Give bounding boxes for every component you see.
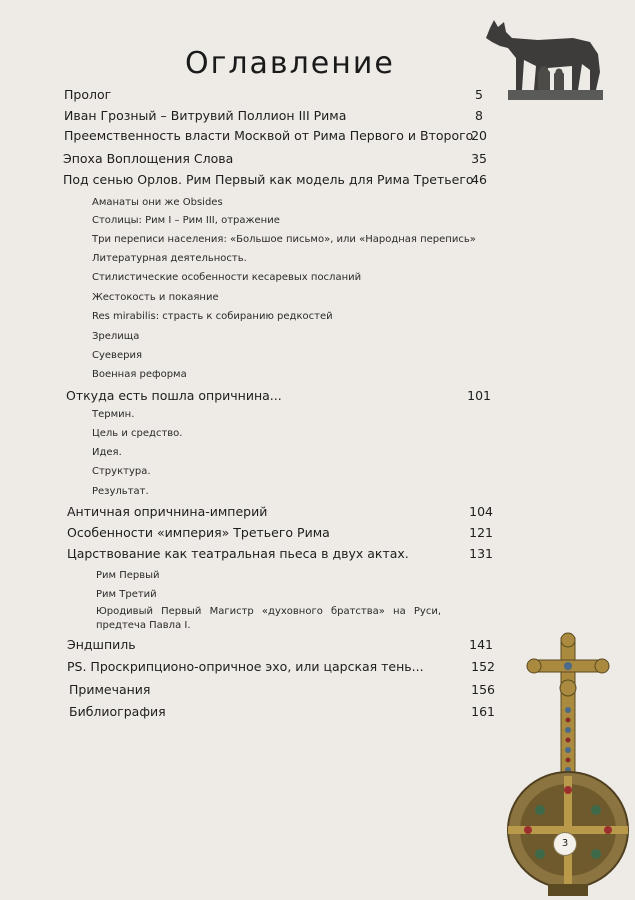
toc-entry-page: 156 (471, 682, 495, 697)
toc-entry-page: 8 (475, 108, 483, 123)
toc-entry-title: Античная опричнина-империй (67, 504, 268, 519)
toc-entry-title: Откуда есть пошла опричнина... (66, 388, 282, 403)
toc-entry-page: 101 (467, 388, 491, 403)
toc-subentry: Три переписи населения: «Большое письмо», или «Народная перепись» (92, 234, 476, 245)
toc-subentry: Военная реформа (92, 369, 187, 380)
toc-entry-title: Царствование как театральная пьеса в двух актах. (67, 546, 409, 561)
toc-entry-title: Под сенью Орлов. Рим Первый как модель для Рима Третьего (63, 172, 474, 187)
toc-entry-title: Библиография (69, 704, 166, 719)
toc-entry-title: Эпоха Воплощения Слова (63, 151, 234, 166)
toc-entry-page: 141 (469, 637, 493, 652)
toc-entry-title: Преемственность власти Москвой от Рима Первого и Второго (64, 128, 474, 143)
page-number: 3 (553, 832, 577, 856)
toc-subentry: Термин. (92, 409, 135, 420)
orb-cross-ornament-icon (500, 630, 635, 900)
toc-entry-page: 161 (471, 704, 495, 719)
toc-entry-title: Эндшпиль (67, 637, 136, 652)
toc-entry-page: 131 (469, 546, 493, 561)
toc-subentry: Стилистические особенности кесаревых посланий (92, 272, 362, 283)
toc-subentry: Литературная деятельность. (92, 253, 247, 264)
toc-entry-page: 46 (471, 172, 487, 187)
toc-entry-title: PS. Проскрипционо-опричное эхо, или царская тень... (67, 659, 424, 674)
toc-entry-page: 121 (469, 525, 493, 540)
toc-entry-title: Примечания (69, 682, 151, 697)
capitoline-wolf-icon (478, 14, 608, 102)
toc-subentry: Жестокость и покаяние (92, 292, 219, 303)
toc-entry-page: 35 (471, 151, 487, 166)
toc-subentry: Столицы: Рим I – Рим III, отражение (92, 215, 280, 226)
toc-subentry: Рим Третий (96, 589, 157, 600)
toc-subentry: Зрелища (92, 331, 140, 342)
toc-subentry: Res mirabilis: страсть к собиранию редкостей (92, 311, 333, 322)
toc-subentry: Юродивый Первый Магистр «духовного братства» на Руси, предтеча Павла I. (96, 606, 441, 631)
toc-entry-page: 5 (475, 87, 483, 102)
toc-entry-page: 152 (471, 659, 495, 674)
toc-entry-title: Иван Грозный – Витрувий Поллион III Рима (64, 108, 347, 123)
toc-subentry: Идея. (92, 447, 122, 458)
toc-entry-title: Особенности «империя» Третьего Рима (67, 525, 330, 540)
toc-entry-title: Пролог (64, 87, 112, 102)
toc-subentry: Результат. (92, 486, 149, 497)
toc-entry-page: 20 (471, 128, 487, 143)
toc-subentry: Цель и средство. (92, 428, 183, 439)
toc-entry-page: 104 (469, 504, 493, 519)
toc-subentry: Рим Первый (96, 570, 160, 581)
toc-subentry: Структура. (92, 466, 151, 477)
toc-subentry: Аманаты они же Obsides (92, 197, 223, 208)
page-title: Оглавление (185, 46, 395, 81)
toc-subentry: Суеверия (92, 350, 142, 361)
